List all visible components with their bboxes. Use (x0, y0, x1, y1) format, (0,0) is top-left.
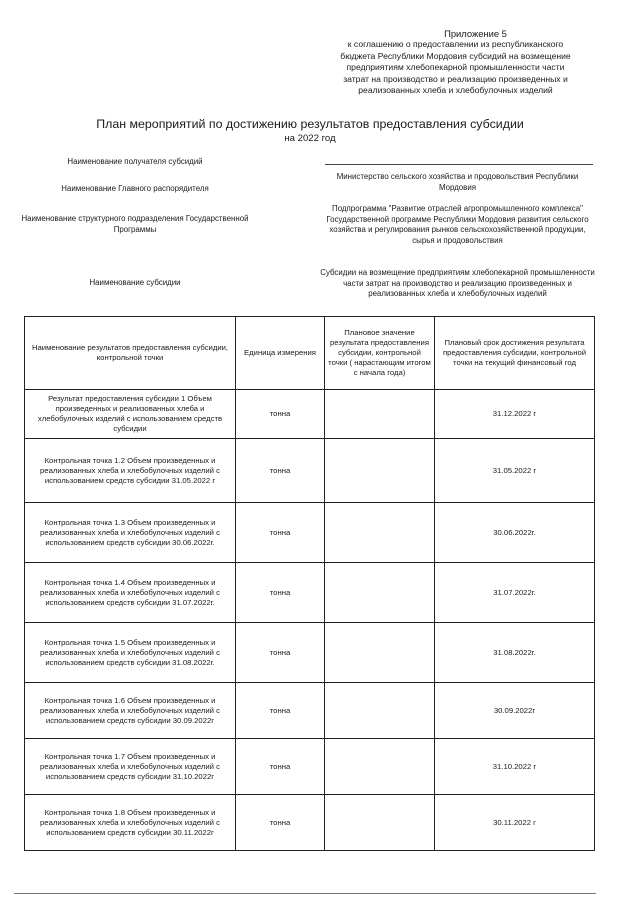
appendix-line: затрат на производство и реализацию произведенных и (343, 73, 568, 84)
subsidy-value: Субсидии на возмещение предприятиям хлебопекарной промышленности части затрат на производство и реализацию произведенных и реализованных хлеба и хлебобулочных изделий (320, 268, 595, 298)
table-row (25, 739, 595, 795)
plan-table (24, 316, 595, 851)
row-unit: тонна (236, 683, 325, 739)
row-deadline: 31.08.2022г. (435, 623, 595, 683)
row-deadline: 31.07.2022г. (435, 563, 595, 623)
row-value (325, 439, 435, 503)
row-value (325, 390, 435, 439)
row-name: Результат предоставления субсидии 1 Объем произведенных и реализованных хлеба и хлебобулочных изделий с использованием средств субсидии (25, 390, 236, 439)
row-deadline: 30.09.2022г (435, 683, 595, 739)
row-unit: тонна (236, 390, 325, 439)
subdivision-value: Подпрограмма "Развитие отраслей агропромышленного комплекса" Государственной программе Республики Мордовия развития сельского хозяйства и регулирования рынков сельскохозяйственной продукции, сырья и продовольствия (326, 204, 589, 245)
main-manager-value: Министерство сельского хозяйства и продовольствия Республики Мордовия (336, 172, 579, 192)
row-deadline: 30.06.2022г. (435, 503, 595, 563)
row-value (325, 683, 435, 739)
header-result-name: Наименование результатов предоставления субсидии, контрольной точки (25, 317, 236, 390)
row-name: Контрольная точка 1.5 Объем произведенных и реализованных хлеба и хлебобулочных изделий с использованием средств субсидии 31.08.2022г. (25, 623, 236, 683)
document-title: План мероприятий по достижению результатов предоставления субсидии (96, 117, 524, 131)
row-name: Контрольная точка 1.7 Объем произведенных и реализованных хлеба и хлебобулочных изделий с использованием средств субсидии 31.10.2022г (25, 739, 236, 795)
row-unit: тонна (236, 739, 325, 795)
row-deadline: 31.12.2022 г (435, 390, 595, 439)
header-planned-value: Плановое значение результата предоставления субсидии, контрольной точки ( нарастающим итогом с начала года) (325, 317, 435, 390)
row-deadline: 31.05.2022 г (435, 439, 595, 503)
row-name: Контрольная точка 1.2 Объем произведенных и реализованных хлеба и хлебобулочных изделий с использованием средств субсидии 31.05.2022 г (25, 439, 236, 503)
row-value (325, 739, 435, 795)
appendix-heading: Приложение 5 (444, 28, 507, 39)
row-name: Контрольная точка 1.6 Объем произведенных и реализованных хлеба и хлебобулочных изделий с использованием средств субсидии 30.09.2022г (25, 683, 236, 739)
subsidy-label: Наименование субсидии (89, 278, 181, 287)
row-unit: тонна (236, 503, 325, 563)
row-unit: тонна (236, 439, 325, 503)
row-unit: тонна (236, 795, 325, 851)
row-value (325, 503, 435, 563)
appendix-line: предприятиям хлебопекарной промышленности части (346, 62, 565, 73)
table-row (25, 390, 595, 439)
appendix-block (318, 28, 593, 96)
footer-divider (14, 893, 596, 894)
main-manager-label: Наименование Главного распорядителя (61, 184, 209, 193)
row-name: Контрольная точка 1.8 Объем произведенных и реализованных хлеба и хлебобулочных изделий с использованием средств субсидии 30.11.2022г (25, 795, 236, 851)
row-value (325, 563, 435, 623)
table-row (25, 503, 595, 563)
table-header-row (25, 317, 595, 390)
row-unit: тонна (236, 623, 325, 683)
header-unit: Единица измерения (236, 317, 325, 390)
row-name: Контрольная точка 1.4 Объем произведенных и реализованных хлеба и хлебобулочных изделий с использованием средств субсидии 31.07.2022г. (25, 563, 236, 623)
recipient-value-line (325, 164, 593, 165)
row-deadline: 30.11.2022 г (435, 795, 595, 851)
row-name: Контрольная точка 1.3 Объем произведенных и реализованных хлеба и хлебобулочных изделий с использованием средств субсидии 30.06.2022г. (25, 503, 236, 563)
row-unit: тонна (236, 563, 325, 623)
header-deadline: Плановый срок достижения результата предоставления субсидии, контрольной точки на текущий финансовый год (435, 317, 595, 390)
row-value (325, 795, 435, 851)
table-row (25, 623, 595, 683)
table-row (25, 439, 595, 503)
table-row (25, 683, 595, 739)
recipient-label: Наименование получателя субсидий (67, 157, 203, 166)
table-row (25, 563, 595, 623)
subdivision-label: Наименование структурного подразделения Государственной Программы (21, 214, 249, 234)
row-deadline: 31.10.2022 г (435, 739, 595, 795)
document-subtitle: на 2022 год (284, 133, 336, 144)
table-row (25, 795, 595, 851)
row-value (325, 623, 435, 683)
appendix-line: реализованных хлеба и хлебобулочных изделий (358, 85, 553, 96)
appendix-line: бюджета Республики Мордовия субсидий на возмещение (340, 50, 571, 61)
appendix-line: к соглашению о предоставлении из республиканского (347, 39, 564, 50)
